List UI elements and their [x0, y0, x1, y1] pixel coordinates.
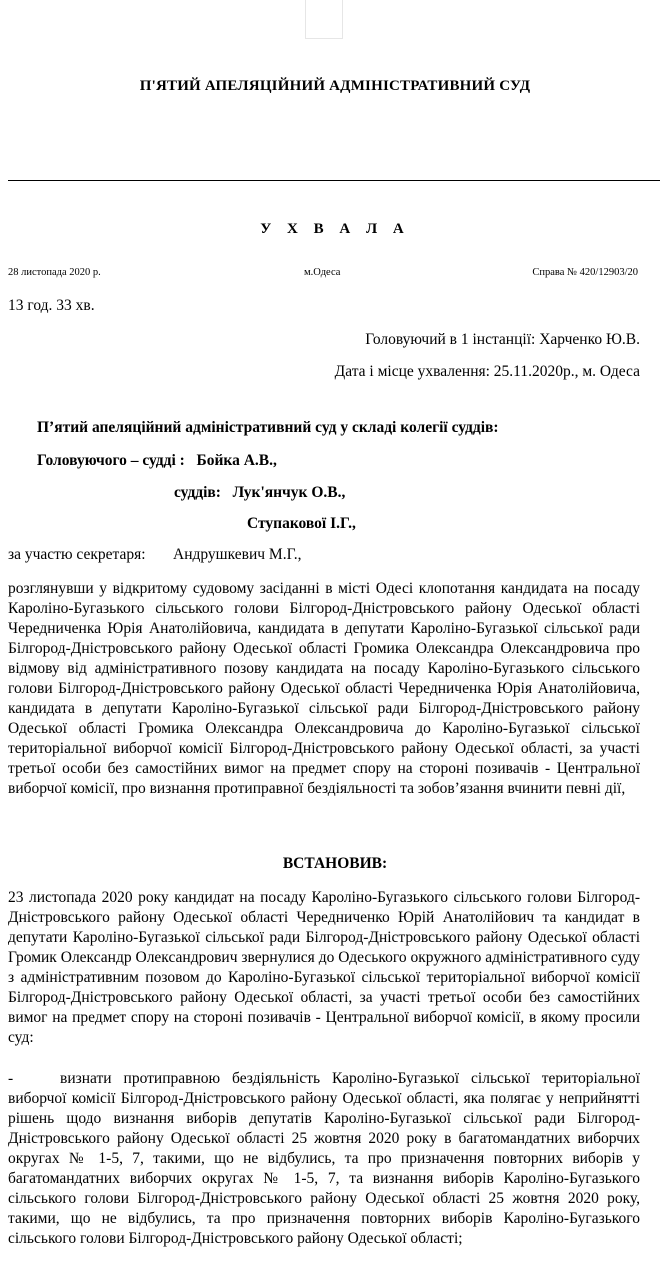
meta-row: [8, 267, 638, 283]
secretary-label: за участю секретаря:: [8, 546, 146, 563]
date-place-ruling: Дата і місце ухвалення: 25.11.2020р., м. Одеса: [334, 363, 640, 380]
panel-judges: суддів: Лук'янчук О.В.,: [174, 484, 346, 501]
court-name: П'ЯТИЙ АПЕЛЯЦІЙНИЙ АДМІНІСТРАТИВНИЙ СУД: [139, 78, 531, 94]
document-place: м.Одеса: [304, 267, 341, 278]
header-divider: [8, 180, 660, 181]
claim-item-1: визнати протиправною бездіяльність Кароліно-Бугазької сільської територіальної виборчої комісії Білгород-Дністровського району Одеської області, яка полягає у неприйнятті рішень щодо визнання виборів депутатів Кароліно-Бугазької сільської ради Білгород-Дністровського району Одеської області 25 жовтня 2020 року в багатомандатних виборчих округах № 1-5, 7, такими, що не відбулись, та про призначення повторних виборів у багатомандатних виборчих округах № 1-5, 7, та визнання виборів Кароліно-Бугазького сільського голови Білгород-Дністровського району Одеської області 25 жовтня 2020 року, такими, що не відбулись, та про призначення повторних виборів Кароліно-Бугазького сільського голови Білгород-Дністровського району Одеської області;: [8, 1070, 640, 1247]
claim-dash: -: [8, 1070, 14, 1087]
secretary-name: Андрушкевич М.Г.,: [173, 546, 302, 563]
case-number: Справа № 420/12903/20: [532, 267, 638, 278]
established-heading: ВСТАНОВИВ:: [282, 855, 388, 872]
document-time: 13 год. 33 хв.: [8, 297, 95, 314]
panel-intro: П’ятий апеляційний адміністративний суд у складі колегії суддів:: [37, 419, 499, 436]
established-paragraph: 23 листопада 2020 року кандидат на посаду Кароліно-Бугазького сільського голови Білгород-Дністровського району Одеської області Чередниченко Юрій Анатолійович та кандидат в депутати Кароліно-Бугазької сільської ради Білгород-Дністровського району Одеської області Громик Олександр Олександрович звернулися до Одеського окружного адміністративного суду з адміністративним позовом до Кароліно-Бугазької сільської територіальної виборчої комісії Білгород-Дністровського району Одеської області, за участі третьої особи без самостійних вимог на предмет спору на стороні позивачів - Центральної виборчої комісії, в якому просили суд:: [8, 889, 640, 1046]
presiding-first-instance: Головуючий в 1 інстанції: Харченко Ю.В.: [365, 331, 640, 348]
panel-judge-2: Ступакової І.Г.,: [247, 515, 356, 532]
emblem-placeholder: [305, 0, 343, 39]
panel-presiding: Головуючого – судді : Бойка А.В.,: [37, 452, 277, 469]
document-date: 28 листопада 2020 р.: [8, 267, 101, 278]
document-title: У Х В А Л А: [260, 221, 410, 237]
considered-paragraph: розглянувши у відкритому судовому засіданні в місті Одесі клопотання кандидата на посаду Кароліно-Бугазького сільського голови Білгород-Дністровського району Одеської області Чередниченка Юрія Анатолійовича, кандидата в депутати Кароліно-Бугазької сільської ради Білгород-Дністровського району Одеської області Громика Олександра Олександровича про відмову від адміністративного позову кандидата на посаду Кароліно-Бугазького сільського голови Білгород-Дністровського району Одеської області Чередниченка Юрія Анатолійовича, кандидата в депутати Кароліно-Бугазької сільської ради Білгород-Дністровського району Одеської області Громика Олександра Олександровича до Кароліно-Бугазької сільської територіальної виборчої комісії Білгород-Дністровського району Одеської області, за участі третьої особи без самостійних вимог на предмет спору на стороні позивачів - Центральної виборчої комісії, про визнання протиправної бездіяльності та зобов’язання вчинити певні дії,: [8, 580, 640, 797]
